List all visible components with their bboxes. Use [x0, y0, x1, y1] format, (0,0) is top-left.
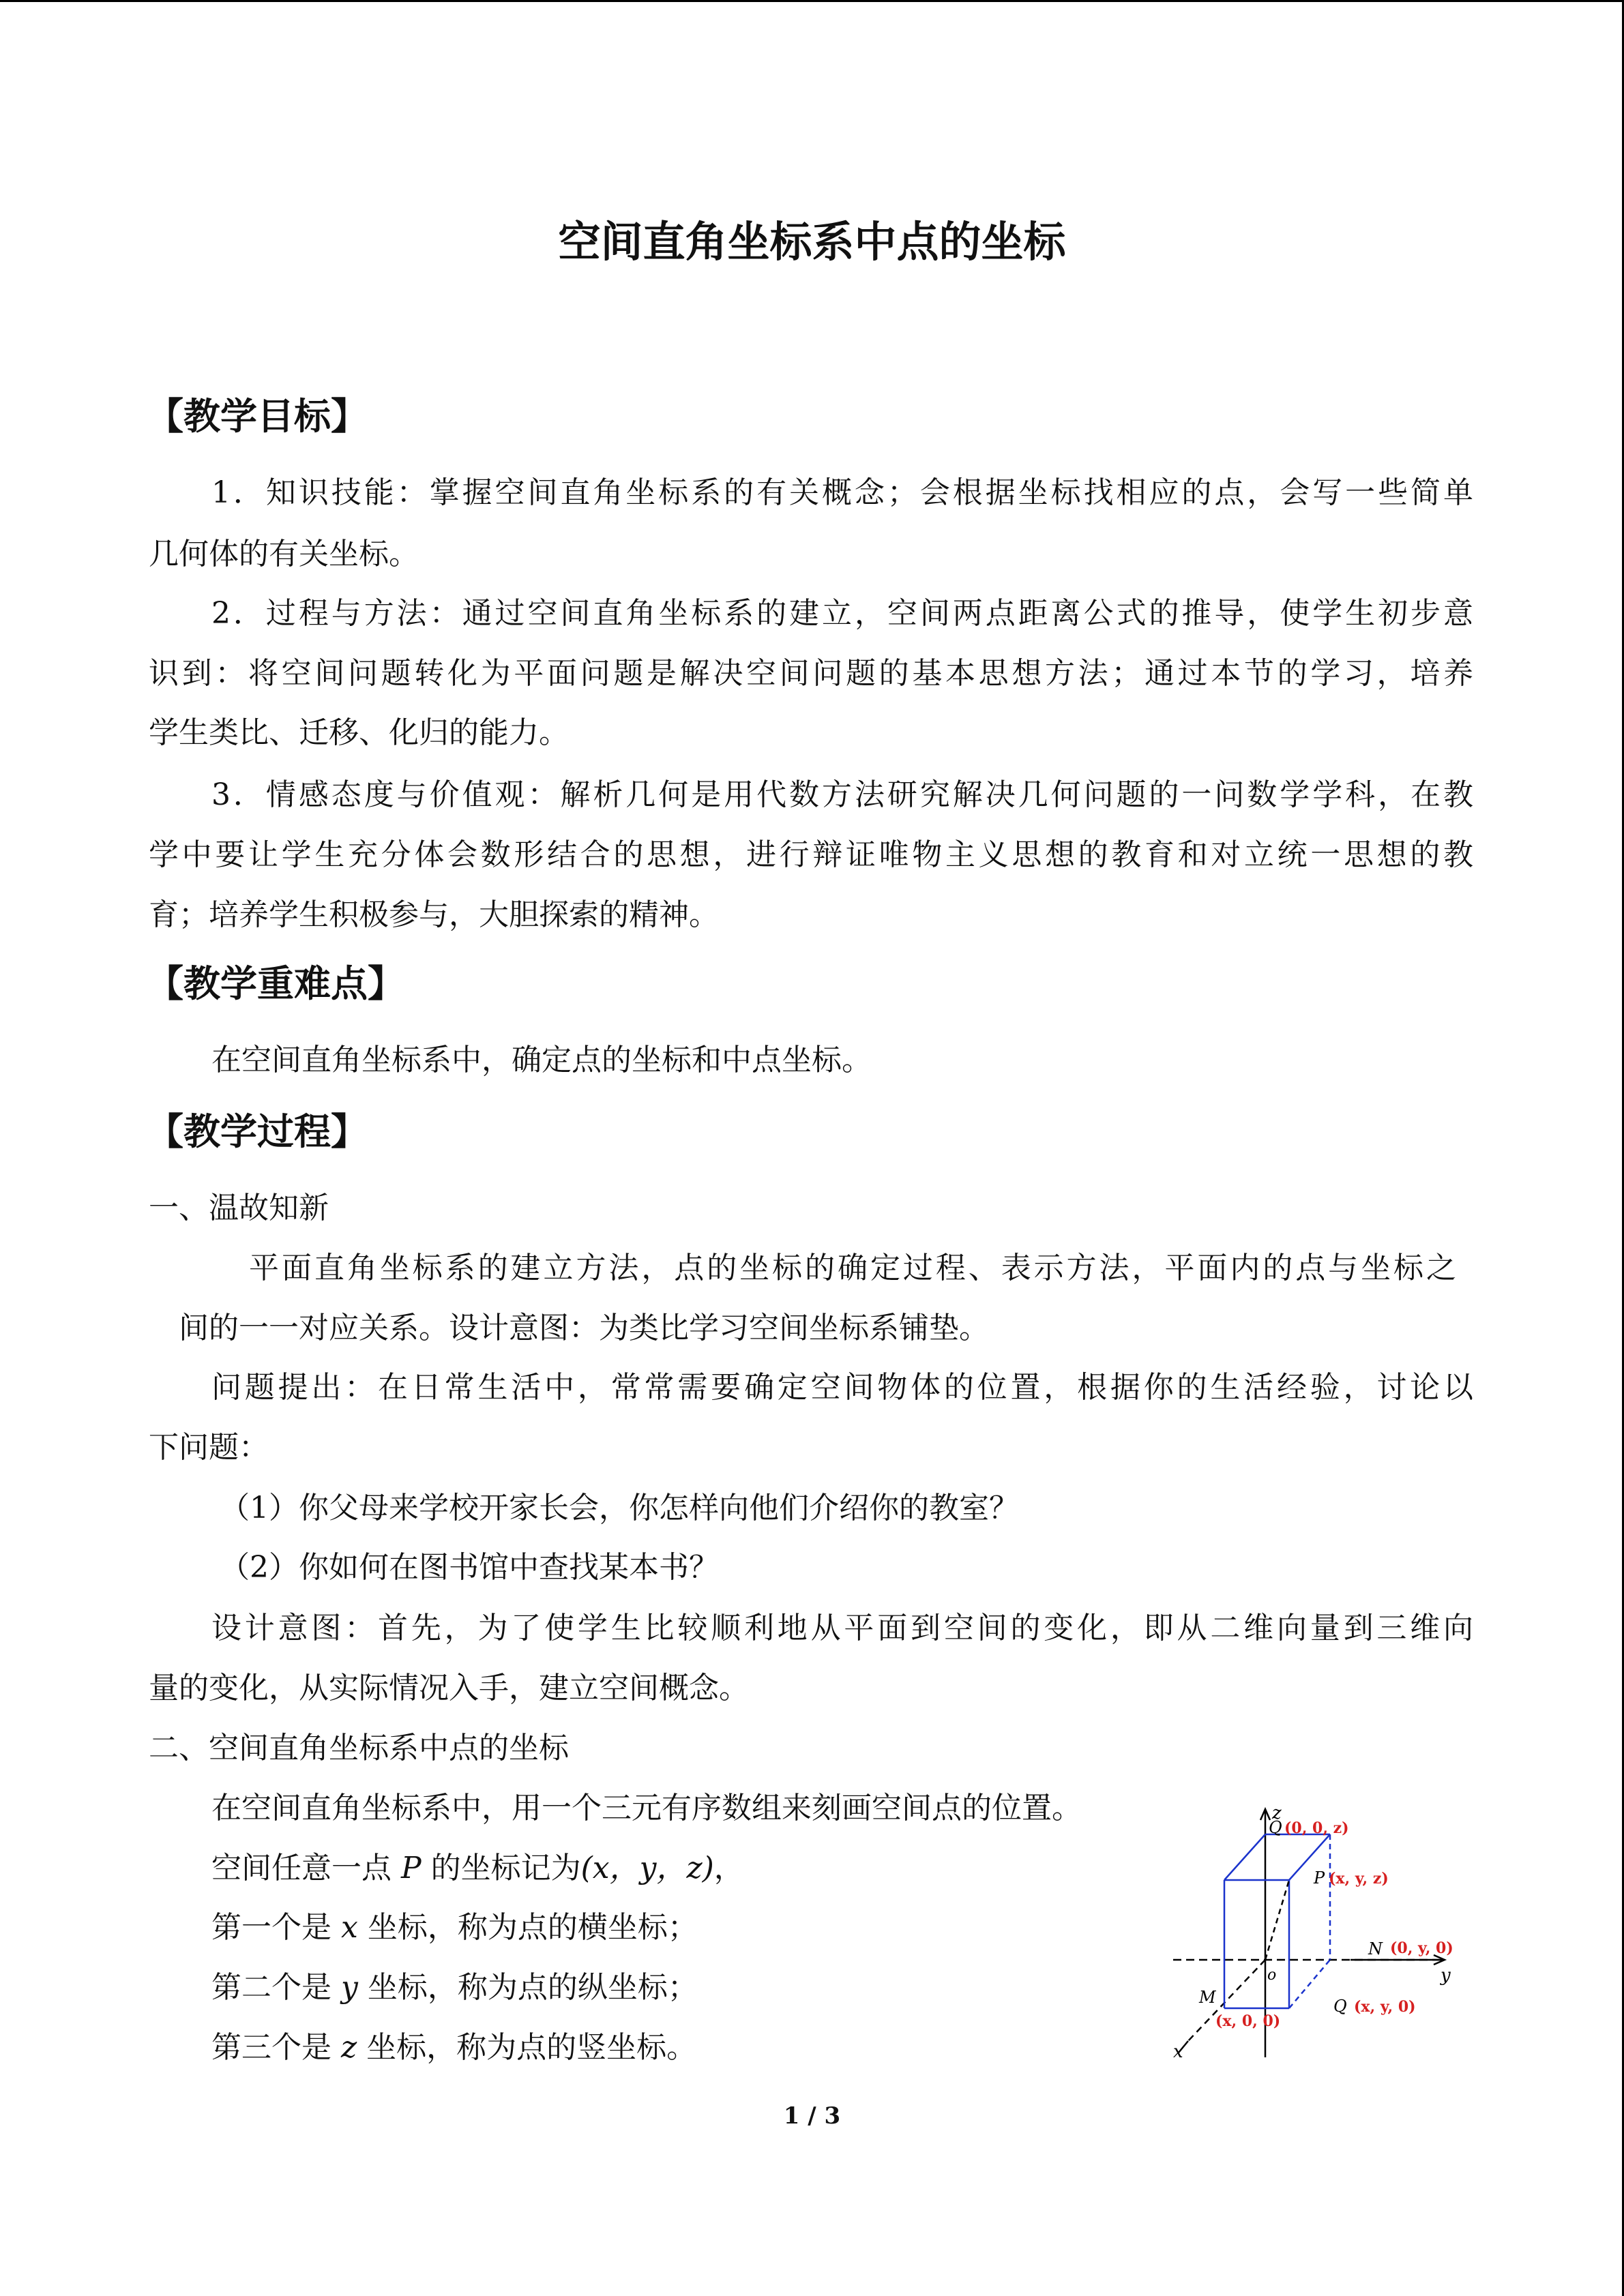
section-1-title: 一、温故知新	[149, 1191, 329, 1225]
page-title: 空间直角坐标系中点的坐标	[558, 217, 1066, 267]
section-1-para-2-line-1: 问题提出：在日常生活中，常常需要确定空间物体的位置，根据你的生活经验，讨论以	[211, 1370, 1473, 1405]
x-axis-label: x	[1173, 2042, 1183, 2059]
objective-2-line-1: 2．过程与方法：通过空间直角坐标系的建立，空间两点距离公式的推导，使学生初步意	[211, 596, 1473, 631]
coord-label-n: (0, y, 0)	[1390, 1939, 1453, 1957]
coord-label-m: (x, 0, 0)	[1215, 2012, 1281, 2030]
page-border-top	[0, 0, 1624, 2]
variable-p: P	[401, 1851, 422, 1885]
heading-objectives: 【教学目标】	[147, 395, 368, 438]
section-2-line-4	[211, 1967, 698, 2008]
objective-3-line-3: 育；培养学生积极参与，大胆探索的精神。	[149, 897, 719, 932]
page-number: 1 / 3	[783, 2102, 841, 2130]
text-segment: ，	[713, 1851, 744, 1885]
text-segment: 空间任意一点	[211, 1851, 401, 1885]
text-segment: 第三个是	[211, 2030, 341, 2065]
heading-process: 【教学过程】	[147, 1110, 368, 1153]
text-segment: 坐标，称为点的纵坐标；	[357, 1970, 698, 2005]
objective-2-line-2: 识到：将空间问题转化为平面问题是解决空间问题的基本思想方法；通过本节的学习，培养	[149, 656, 1473, 691]
section-2-line-1: 在空间直角坐标系中，用一个三元有序数组来刻画空间点的位置。	[211, 1791, 1082, 1825]
coord-label-p: (x, y, z)	[1329, 1870, 1389, 1888]
section-2-line-2	[211, 1848, 744, 1889]
op-segment	[1265, 1880, 1289, 1960]
objective-3-line-1: 3．情感态度与价值观：解析几何是用代数方法研究解决几何问题的一问数学学科，在教	[211, 777, 1473, 812]
y-axis-label: y	[1441, 1965, 1451, 1986]
text-segment: 坐标，称为点的横坐标；	[357, 1910, 698, 1945]
text-segment: 的坐标记为	[421, 1851, 581, 1885]
text-segment: 第二个是	[211, 1970, 341, 2005]
objective-2-line-3: 学生类比、迁移、化归的能力。	[149, 715, 569, 750]
origin-label: o	[1267, 1967, 1277, 1984]
section-1-para-1-line-1: 平面直角坐标系的建立方法，点的坐标的确定过程、表示方法，平面内的点与坐标之	[249, 1251, 1456, 1285]
point-p-label: P	[1314, 1868, 1325, 1888]
section-1-para-1-line-2: 间的一一对应关系。设计意图：为类比学习空间坐标系铺垫。	[179, 1311, 989, 1345]
box-edge-hidden	[1289, 1960, 1330, 2008]
objective-1-line-1: 1．知识技能：掌握空间直角坐标系的有关概念；会根据坐标找相应的点，会写一些简单	[211, 475, 1473, 510]
question-1: （1）你父母来学校开家长会，你怎样向他们介绍你的教室？	[220, 1491, 1019, 1525]
section-2-line-5	[211, 2027, 696, 2068]
coord-label-q: (x, y, 0)	[1354, 1998, 1416, 2016]
key-points-text: 在空间直角坐标系中，确定点的坐标和中点坐标。	[211, 1043, 872, 1077]
z-axis-label: z	[1272, 1804, 1282, 1823]
section-1-para-2-line-2: 下问题：	[149, 1430, 269, 1465]
section-1-para-3-line-1: 设计意图：首先，为了使学生比较顺利地从平面到空间的变化，即从二维向量到三维向	[211, 1611, 1473, 1645]
text-segment: 坐标，称为点的竖坐标。	[357, 2030, 697, 2065]
section-1-para-3-line-2: 量的变化，从实际情况入手，建立空间概念。	[149, 1671, 749, 1705]
point-r-label: Q	[1269, 1818, 1282, 1837]
box-edge	[1224, 1834, 1265, 1880]
point-n-label: N	[1368, 1939, 1383, 1958]
variable-y: y	[341, 1970, 358, 2005]
coordinate-system-figure	[1160, 1804, 1473, 2059]
objective-3-line-2: 学中要让学生充分体会数形结合的思想，进行辩证唯物主义思想的教育和对立统一思想的教	[149, 837, 1473, 872]
point-q-label: Q	[1333, 1997, 1347, 2016]
objective-1-line-2: 几何体的有关坐标。	[149, 537, 419, 571]
coordinate-triple: (x，y，z)	[580, 1851, 714, 1885]
text-segment: 第一个是	[211, 1910, 341, 1945]
section-2-line-3	[211, 1907, 698, 1948]
variable-z: z	[341, 2030, 357, 2065]
section-2-title: 二、空间直角坐标系中点的坐标	[149, 1731, 569, 1765]
question-2: （2）你如何在图书馆中查找某本书？	[220, 1550, 719, 1585]
point-m-label: M	[1199, 1988, 1216, 2007]
coord-label-r: (0, 0, z)	[1284, 1819, 1349, 1837]
heading-key-points: 【教学重难点】	[147, 962, 404, 1005]
variable-x: x	[341, 1910, 358, 1945]
